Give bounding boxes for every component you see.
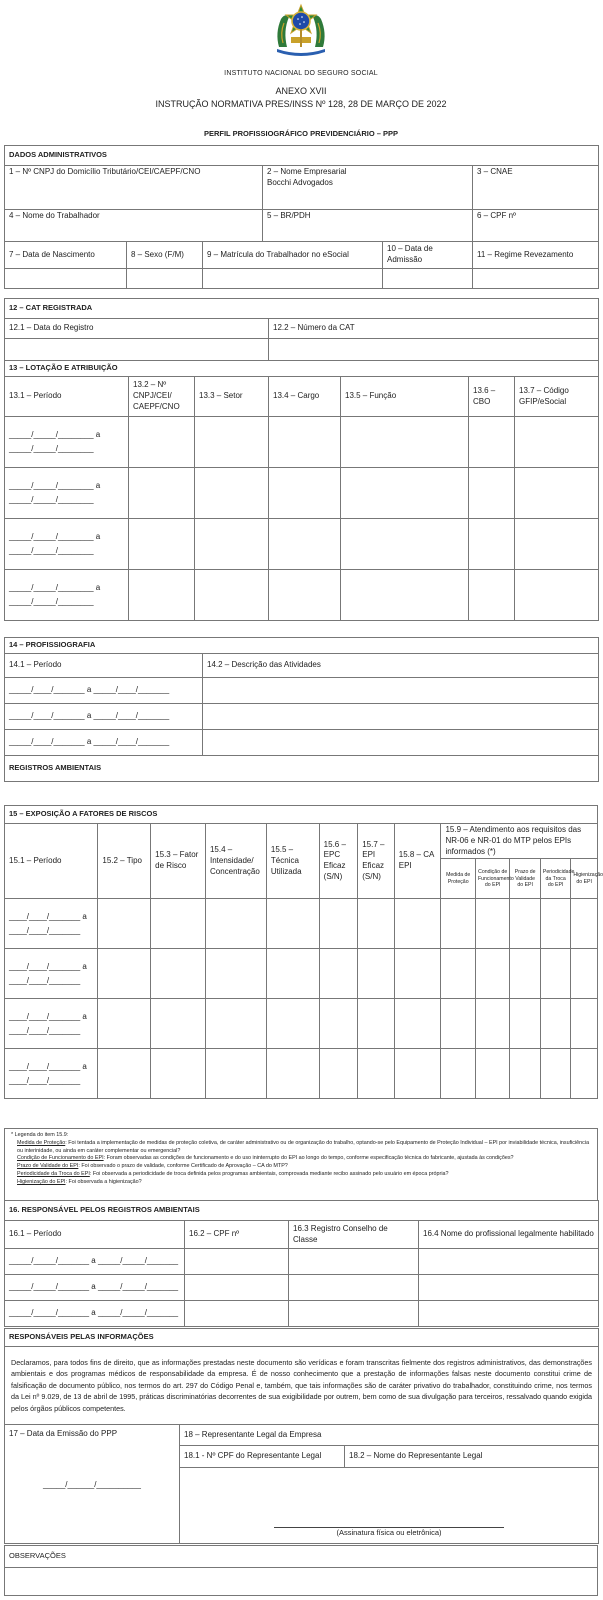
company-name-field[interactable] (263, 166, 473, 210)
lotacao-cell[interactable] (129, 519, 195, 570)
lotacao-cell[interactable] (129, 417, 195, 468)
legend-title: * Legenda do item 15.9: (11, 1132, 69, 1138)
table-row (5, 570, 599, 621)
lotacao-cnpj-header: 13.2 – Nº CNPJ/CEI/ CAEPF/CNO (129, 377, 195, 417)
exposicao-cell[interactable] (394, 999, 441, 1049)
lotacao-cell[interactable] (195, 519, 269, 570)
exposicao-cell[interactable] (151, 1049, 206, 1099)
lotacao-cell[interactable] (195, 468, 269, 519)
exposicao-period-input[interactable]: ____/____/_______ a ____/____/_______ (5, 999, 98, 1049)
table-row (5, 999, 598, 1049)
legend-item: Condição de Funcionamento do EPI: Foram observadas as condições de funcionamento e do uso ininterrupto do EPI ao longo do tempo, conforme especificação técnica do fabricante, ajustada às condições? (17, 1155, 514, 1162)
exposicao-epc-header: 15.6 – EPC Eficaz (S/N) (319, 824, 358, 899)
exposicao-type-header: 15.2 – Tipo (98, 824, 151, 899)
lotacao-cell[interactable] (341, 417, 469, 468)
exposicao-sub-condition: Condição de Funcionamento do EPI (475, 859, 510, 899)
lotacao-role-header: 13.4 – Cargo (269, 377, 341, 417)
cat-date-label: 12.1 – Data do Registro (5, 319, 269, 339)
sex-label: 8 – Sexo (F/M) (127, 242, 203, 269)
lotacao-cell[interactable] (469, 519, 515, 570)
profissiografia-period-input[interactable]: _____/____/_______ a _____/____/_______ (5, 730, 203, 756)
lotacao-period-input[interactable]: _____/_____/________ a _____/_____/________ (5, 468, 129, 519)
exposicao-cell[interactable] (358, 1049, 395, 1099)
responsavel-council-input[interactable] (289, 1249, 419, 1275)
responsavel-period-header: 16.1 – Período (5, 1221, 185, 1249)
informacoes-table (4, 1328, 599, 1544)
lotacao-cell[interactable] (129, 570, 195, 621)
exposicao-cell[interactable] (358, 999, 395, 1049)
exposicao-cell[interactable] (319, 1049, 358, 1099)
legend-item: Higienização do EPI: Foi observada a higienização? (17, 1178, 142, 1185)
exposicao-cell[interactable] (571, 899, 598, 949)
lotacao-cell[interactable] (269, 519, 341, 570)
lotacao-cell[interactable] (515, 519, 599, 570)
exposicao-cell[interactable] (266, 1049, 319, 1099)
exposicao-cell[interactable] (571, 999, 598, 1049)
responsavel-name-input[interactable] (419, 1275, 599, 1301)
responsavel-cpf-header: 16.2 – CPF nº (185, 1221, 289, 1249)
exposicao-cell[interactable] (98, 899, 151, 949)
exposicao-cell[interactable] (266, 999, 319, 1049)
exposicao-technique-header: 15.5 – Técnica Utilizada (266, 824, 319, 899)
shift-input[interactable] (473, 269, 599, 289)
exposicao-cell[interactable] (98, 1049, 151, 1099)
exposicao-cell[interactable] (540, 899, 570, 949)
exposicao-cell[interactable] (266, 949, 319, 999)
exposicao-cell[interactable] (266, 899, 319, 949)
lotacao-cell[interactable] (515, 468, 599, 519)
observacoes-table (4, 1545, 598, 1596)
institute-name: INSTITUTO NACIONAL DO SEGURO SOCIAL (224, 70, 378, 77)
profissiografia-period-input[interactable]: _____/____/_______ a _____/____/_______ (5, 678, 203, 704)
br-pdh-label: 5 – BR/PDH (267, 211, 311, 220)
lotacao-cell[interactable] (469, 417, 515, 468)
legend-item: Prazo de Validade do EPI: Foi observado o prazo de validade, conforme Certificado de Aprovação – CA do MTP? (17, 1163, 288, 1170)
exposicao-period-input[interactable]: ____/____/_______ a ____/____/_______ (5, 899, 98, 949)
lotacao-cell[interactable] (469, 570, 515, 621)
exposicao-cell[interactable] (571, 1049, 598, 1099)
exposicao-cell[interactable] (441, 949, 476, 999)
profissiografia-period-header: 14.1 – Período (5, 654, 203, 678)
legal-rep-label: 18 – Representante Legal da Empresa (180, 1425, 599, 1446)
brazil-coat-of-arms-icon (271, 3, 331, 57)
lotacao-sector-header: 13.3 – Setor (195, 377, 269, 417)
responsavel-table (4, 1200, 599, 1327)
company-name-label: 2 – Nome Empresarial (267, 167, 347, 176)
responsavel-period-input[interactable]: _____/_____/_______ a _____/_____/_______ (5, 1301, 185, 1327)
worker-name-field[interactable] (5, 210, 263, 242)
cat-date-input[interactable] (5, 339, 269, 361)
exposicao-cell[interactable] (510, 999, 540, 1049)
exposicao-nr-header: 15.9 – Atendimento aos requisitos das NR-06 e NR-01 do MTP pelos EPIs informados (*) (441, 824, 598, 859)
exposicao-cell[interactable] (475, 899, 510, 949)
lotacao-cell[interactable] (269, 468, 341, 519)
admission-input[interactable] (383, 269, 473, 289)
profissiografia-description-input[interactable] (203, 678, 599, 704)
exposicao-cell[interactable] (475, 1049, 510, 1099)
exposicao-cell[interactable] (475, 999, 510, 1049)
exposicao-cell[interactable] (358, 949, 395, 999)
cnae-field[interactable] (473, 166, 599, 210)
exposicao-cell[interactable] (151, 949, 206, 999)
cpf-label: 6 – CPF nº (477, 211, 516, 220)
responsavel-cpf-input[interactable] (185, 1249, 289, 1275)
exposicao-cell[interactable] (319, 949, 358, 999)
exposicao-section-title: 15 – EXPOSIÇÃO A FATORES DE RISCOS (5, 806, 598, 824)
table-row (5, 678, 599, 704)
exposicao-ca-header: 15.8 – CA EPI (394, 824, 441, 899)
esocial-label: 9 – Matrícula do Trabalhador no eSocial (203, 242, 383, 269)
legal-rep-cpf-label: 18.1 - Nº CPF do Representante Legal (180, 1446, 345, 1468)
exposicao-cell[interactable] (151, 999, 206, 1049)
lotacao-cbo-header: 13.6 – CBO (469, 377, 515, 417)
profissiografia-description-header: 14.2 – Descrição das Atividades (203, 654, 599, 678)
exposicao-period-input[interactable]: ____/____/_______ a ____/____/_______ (5, 1049, 98, 1099)
lotacao-cell[interactable] (195, 417, 269, 468)
admin-section-title: DADOS ADMINISTRATIVOS (5, 146, 599, 166)
exposicao-epi-header: 15.7 – EPI Eficaz (S/N) (358, 824, 395, 899)
profissiografia-description-input[interactable] (203, 730, 599, 756)
exposicao-cell[interactable] (510, 899, 540, 949)
exposicao-cell[interactable] (358, 899, 395, 949)
responsavel-cpf-input[interactable] (185, 1301, 289, 1327)
lotacao-cell[interactable] (515, 570, 599, 621)
exposicao-table (4, 805, 603, 1099)
table-row (5, 519, 599, 570)
exposicao-intensity-header: 15.4 – Intensidade/ Concentração (205, 824, 266, 899)
table-row (5, 1275, 599, 1301)
lotacao-cell[interactable] (269, 417, 341, 468)
lotacao-cell[interactable] (341, 570, 469, 621)
exposicao-cell[interactable] (540, 949, 570, 999)
legend-box (4, 1128, 598, 1201)
exposicao-cell[interactable] (441, 999, 476, 1049)
annex-title: ANEXO XVII (275, 86, 327, 96)
lotacao-cell[interactable] (195, 570, 269, 621)
lotacao-cell[interactable] (515, 417, 599, 468)
table-row (5, 1301, 599, 1327)
responsavel-section-title: 16. RESPONSÁVEL PELOS REGISTROS AMBIENTAIS (5, 1201, 599, 1221)
informacoes-section-title: RESPONSÁVEIS PELAS INFORMAÇÕES (5, 1329, 599, 1347)
exposicao-cell[interactable] (205, 999, 266, 1049)
exposicao-period-input[interactable]: ____/____/_______ a ____/____/_______ (5, 949, 98, 999)
signature-field[interactable] (180, 1468, 599, 1544)
lotacao-function-header: 13.5 – Função (341, 377, 469, 417)
responsavel-council-header: 16.3 Registro Conselho de Classe (289, 1221, 419, 1249)
emission-date-field[interactable] (5, 1425, 180, 1544)
sex-input[interactable] (127, 269, 203, 289)
worker-name-label: 4 – Nome do Trabalhador (9, 211, 100, 220)
exposicao-cell[interactable] (205, 899, 266, 949)
lotacao-period-input[interactable]: _____/_____/________ a _____/_____/________ (5, 519, 129, 570)
instruction-title: INSTRUÇÃO NORMATIVA PRES/INSS Nº 128, 28 DE MARÇO DE 2022 (155, 99, 447, 109)
declaration-text: Declaramos, para todos fins de direito, que as informações prestadas neste documento são verídicas e foram transcritas fielmente dos registros administrativos, das demonstrações ambientais e dos programas médicos de responsabilidade da empresa. É de nosso conhecimento que a prestação de informações falsas neste documento constitui crime de falsificação de documento público, nos termos do art. 297 do Código Penal e, também, que tais informações são de caráter privativo do trabalhador, constituindo crime, nos termos da Lei nº 9.029, de 13 de abril de 1995, práticas discriminatórias decorrentes de sua exigibilidade por outrem, bem como de sua divulgação para terceiros, ressalvado quando exigida pelos órgãos públicos competentes. (5, 1347, 599, 1425)
table-row (5, 704, 599, 730)
exposicao-cell[interactable] (475, 949, 510, 999)
cat-number-label: 12.2 – Número da CAT (269, 319, 599, 339)
form-title: PERFIL PROFISSIOGRÁFICO PREVIDENCIÁRIO – PPP (203, 129, 399, 138)
emission-date-label: 17 – Data da Emissão do PPP (9, 1429, 118, 1438)
emission-date-input: _____/______/__________ (43, 1479, 141, 1489)
exposicao-cell[interactable] (571, 949, 598, 999)
observacoes-input[interactable] (5, 1568, 598, 1596)
exposicao-cell[interactable] (394, 949, 441, 999)
responsavel-cpf-input[interactable] (185, 1275, 289, 1301)
cat-section-title: 12 – CAT REGISTRADA (5, 299, 599, 319)
cat-table (4, 298, 599, 361)
birth-date-input[interactable] (5, 269, 127, 289)
exposicao-period-header: 15.1 – Período (5, 824, 98, 899)
profissiografia-section-title: 14 – PROFISSIOGRAFIA (5, 638, 599, 654)
exposicao-cell[interactable] (441, 899, 476, 949)
exposicao-cell[interactable] (394, 1049, 441, 1099)
responsavel-name-header: 16.4 Nome do profissional legalmente habilitado (419, 1221, 599, 1249)
responsavel-name-input[interactable] (419, 1249, 599, 1275)
legend-item: Medida de Proteção: Foi tentada a implementação de medidas de proteção coletiva, de caráter administrativo ou de organização do trabalho, optando-se pelo Equipamento de Proteção Individual – EPI por inviabilidade técnica, insuficiência ou interinidade, ou ainda em caráter complementar ou emergencial? (17, 1139, 590, 1154)
responsavel-period-input[interactable]: _____/_____/_______ a _____/_____/_______ (5, 1249, 185, 1275)
exposicao-cell[interactable] (98, 999, 151, 1049)
exposicao-factor-header: 15.3 – Fator de Risco (151, 824, 206, 899)
lotacao-cell[interactable] (341, 468, 469, 519)
shift-label: 11 – Regime Revezamento (473, 242, 599, 269)
legend-item: Periodicidade da Troca do EPI: Foi observada a periodicidade de troca definida pelos programas ambientais, comprovada mediante recibo assinado pelo usuário em época própria? (17, 1171, 449, 1178)
table-row (5, 1049, 598, 1099)
exposicao-cell[interactable] (510, 949, 540, 999)
exposicao-cell[interactable] (98, 949, 151, 999)
exposicao-cell[interactable] (205, 949, 266, 999)
table-row (5, 730, 599, 756)
exposicao-cell[interactable] (394, 899, 441, 949)
esocial-input[interactable] (203, 269, 383, 289)
table-row (5, 949, 598, 999)
br-pdh-field[interactable] (263, 210, 473, 242)
lotacao-cell[interactable] (269, 570, 341, 621)
exposicao-sub-hygiene: Higienização do EPI (571, 859, 598, 899)
exposicao-sub-validity: Prazo de Validade do EPI (510, 859, 540, 899)
table-row (5, 899, 598, 949)
lotacao-cell[interactable] (129, 468, 195, 519)
exposicao-sub-protection: Medida de Proteção (441, 859, 476, 899)
table-row (5, 1249, 599, 1275)
lotacao-section-title: 13 – LOTAÇÃO E ATRIBUIÇÃO (5, 361, 599, 377)
exposicao-cell[interactable] (510, 1049, 540, 1099)
cat-number-input[interactable] (269, 339, 599, 361)
exposicao-cell[interactable] (319, 899, 358, 949)
exposicao-cell[interactable] (151, 899, 206, 949)
cnpj-label: 1 – Nº CNPJ do Domicílio Tributário/CEI/CAEPF/CNO (9, 167, 201, 176)
lotacao-cell[interactable] (341, 519, 469, 570)
exposicao-cell[interactable] (540, 999, 570, 1049)
cnpj-field[interactable] (5, 166, 263, 210)
lotacao-table (4, 360, 599, 621)
observacoes-title: OBSERVAÇÕES (5, 1546, 598, 1568)
cnae-label: 3 – CNAE (477, 167, 513, 176)
admin-table (4, 145, 599, 289)
responsavel-council-input[interactable] (289, 1275, 419, 1301)
exposicao-sub-periodicity: Periodicidade da Troca do EPI (540, 859, 570, 899)
profissiografia-period-input[interactable]: _____/____/_______ a _____/____/_______ (5, 704, 203, 730)
responsavel-period-input[interactable]: _____/_____/_______ a _____/_____/_______ (5, 1275, 185, 1301)
cpf-field[interactable] (473, 210, 599, 242)
exposicao-cell[interactable] (319, 999, 358, 1049)
admission-label: 10 – Data de Admissão (383, 242, 473, 269)
legal-rep-name-label: 18.2 – Nome do Representante Legal (345, 1446, 599, 1468)
responsavel-name-input[interactable] (419, 1301, 599, 1327)
profissiografia-description-input[interactable] (203, 704, 599, 730)
lotacao-period-input[interactable]: _____/_____/________ a _____/_____/________ (5, 570, 129, 621)
exposicao-cell[interactable] (205, 1049, 266, 1099)
profissiografia-table (4, 637, 599, 782)
table-row (5, 468, 599, 519)
company-name-value: Bocchi Advogados (267, 177, 333, 187)
birth-date-label: 7 – Data de Nascimento (5, 242, 127, 269)
exposicao-cell[interactable] (540, 1049, 570, 1099)
responsavel-council-input[interactable] (289, 1301, 419, 1327)
exposicao-cell[interactable] (441, 1049, 476, 1099)
registros-section-title: REGISTROS AMBIENTAIS (5, 756, 599, 782)
lotacao-cell[interactable] (469, 468, 515, 519)
lotacao-period-header: 13.1 – Período (5, 377, 129, 417)
signature-caption: (Assinatura física ou eletrônica) (336, 1528, 442, 1538)
lotacao-period-input[interactable]: _____/_____/________ a _____/_____/________ (5, 417, 129, 468)
legend-content (5, 1129, 598, 1201)
lotacao-gfip-header: 13.7 – Código GFIP/eSocial (515, 377, 599, 417)
table-row (5, 417, 599, 468)
